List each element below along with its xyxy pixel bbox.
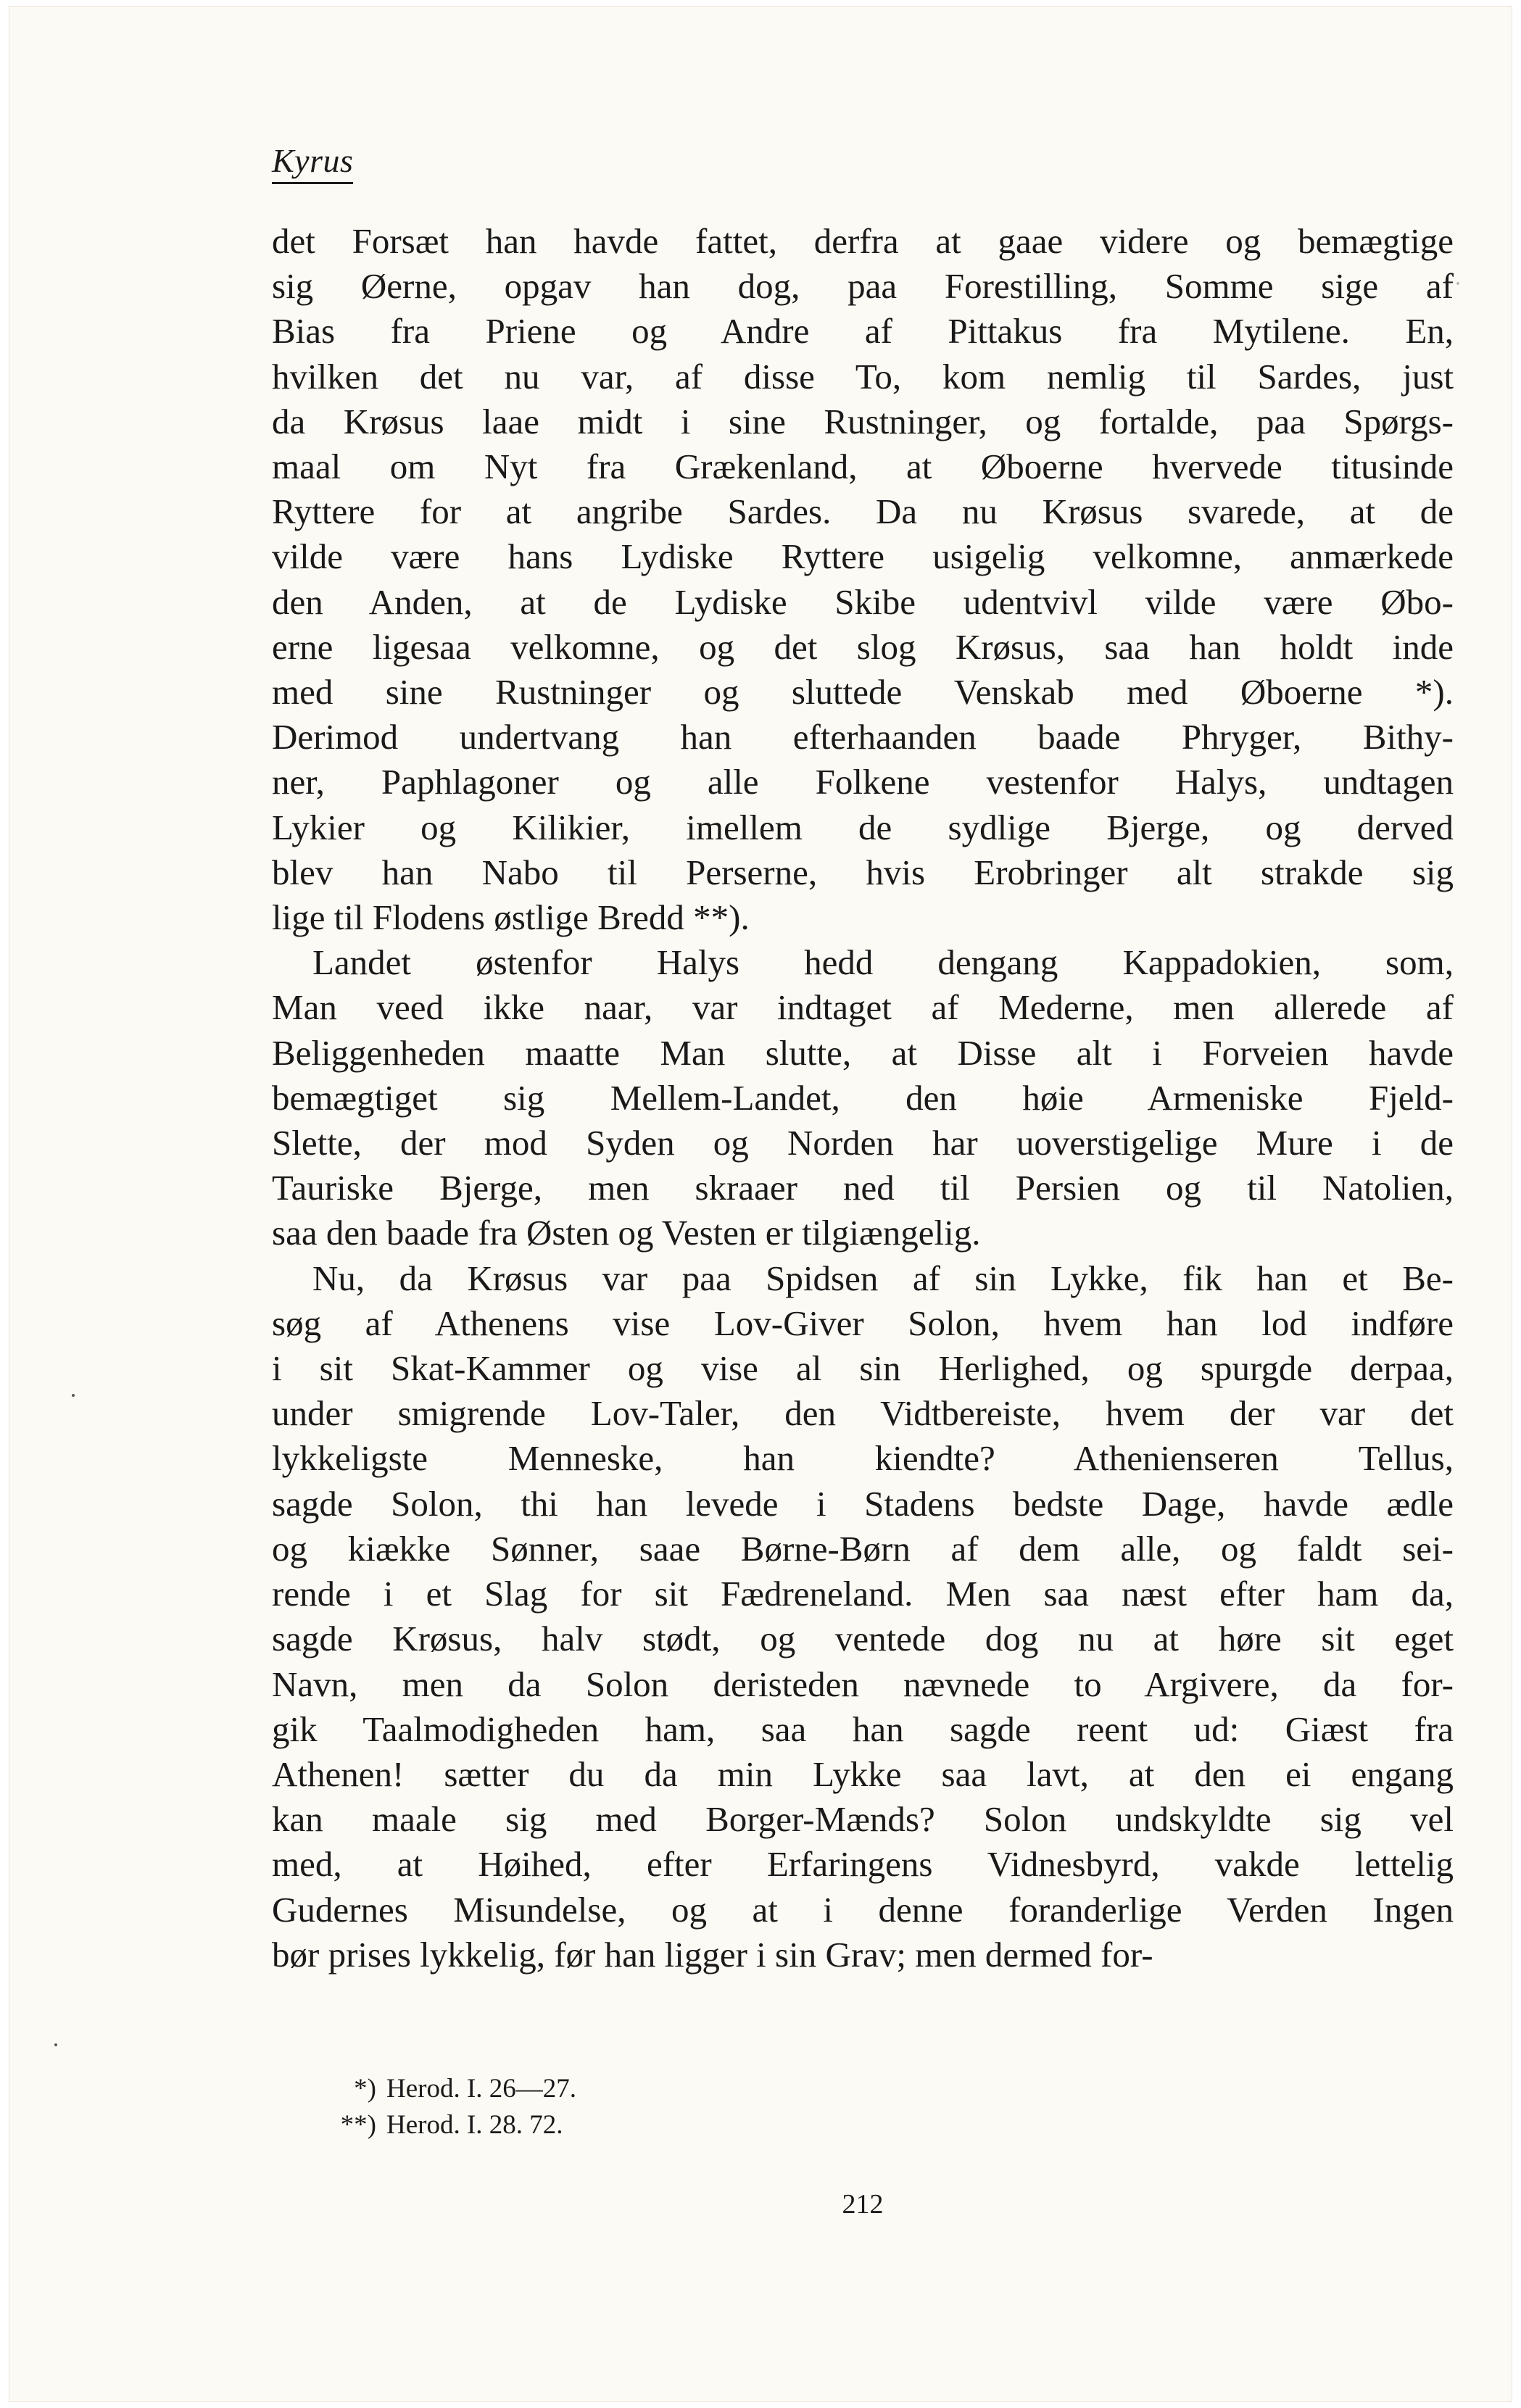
- footnotes: [314, 2071, 576, 2143]
- text-line: lykkeligste Menneske, han kiendte? Athenienseren Tellus,: [272, 1438, 1454, 1479]
- text-line: vilde være hans Lydiske Ryttere usigelig velkomne, anmærkede: [272, 536, 1454, 577]
- footnote-text: Herod. I. 28. 72.: [386, 2110, 563, 2140]
- text-line: Derimod undertvang han efterhaanden baade Phryger, Bithy-: [272, 717, 1454, 757]
- paper-speck: [54, 2043, 57, 2046]
- text-line: hvilken det nu var, af disse To, kom nemlig til Sardes, just: [272, 356, 1454, 397]
- text-line: søg af Athenens vise Lov-Giver Solon, hvem han lod indføre: [272, 1303, 1454, 1343]
- text-line: sig Øerne, opgav han dog, paa Forestilling, Somme sige af: [272, 266, 1454, 307]
- text-line: under smigrende Lov-Taler, den Vidtbereiste, hvem der var det: [272, 1393, 1454, 1434]
- text-line: sagde Solon, thi han levede i Stadens bedste Dage, havde ædle: [272, 1483, 1454, 1524]
- text-line: gik Taalmodigheden ham, saa han sagde reent ud: Giæst fra: [272, 1709, 1454, 1749]
- text-line: Gudernes Misundelse, og at i denne foranderlige Verden Ingen: [272, 1889, 1454, 1930]
- running-head: Kyrus: [272, 144, 353, 184]
- text-line: Tauriske Bjerge, men skraaer ned til Persien og til Natolien,: [272, 1168, 1454, 1208]
- text-line: saa den baade fra Østen og Vesten er tilgiængelig.: [272, 1213, 981, 1253]
- text-line: det Forsæt han havde fattet, derfra at gaae videre og bemægtige: [272, 221, 1454, 261]
- text-line: da Krøsus laae midt i sine Rustninger, og fortalde, paa Spørgs-: [272, 401, 1454, 441]
- text-line: Lykier og Kilikier, imellem de sydlige Bjerge, og derved: [272, 807, 1454, 847]
- footnote-text: Herod. I. 26—27.: [386, 2074, 577, 2104]
- text-line: den Anden, at de Lydiske Skibe udentvivl vilde være Øbo-: [272, 581, 1454, 622]
- page-number: 212: [842, 2189, 884, 2220]
- text-line: Man veed ikke naar, var indtaget af Mederne, men allerede af: [272, 987, 1454, 1028]
- footnote-mark: *): [354, 2074, 376, 2104]
- text-line: Ryttere for at angribe Sardes. Da nu Krøsus svarede, at de: [272, 491, 1454, 532]
- body-text: [272, 219, 1454, 1977]
- text-line: med sine Rustninger og sluttede Venskab med Øboerne *).: [272, 672, 1454, 713]
- text-line: og kiække Sønner, saae Børne-Børn af dem alle, og faldt sei-: [272, 1528, 1454, 1569]
- text-line: Bias fra Priene og Andre af Pittakus fra Mytilene. En,: [272, 311, 1454, 352]
- text-line: Navn, men da Solon deristeden nævnede to Argivere, da for-: [272, 1664, 1454, 1704]
- text-line: i sit Skat-Kammer og vise al sin Herlighed, og spurgde derpaa,: [272, 1348, 1454, 1389]
- text-line: blev han Nabo til Perserne, hvis Erobringer alt strakde sig: [272, 852, 1454, 892]
- text-line: Slette, der mod Syden og Norden har uoverstigelige Mure i de: [272, 1123, 1454, 1163]
- text-line: Nu, da Krøsus var paa Spidsen af sin Lykke, fik han et Be-: [312, 1258, 1454, 1298]
- text-line: ner, Paphlagoner og alle Folkene vestenfor Halys, undtagen: [272, 762, 1454, 802]
- paper-speck: [72, 1394, 75, 1397]
- text-line: Beliggenheden maatte Man slutte, at Disse alt i Forveien havde: [272, 1032, 1454, 1073]
- text-line: bør prises lykkelig, før han ligger i sin Grav; men dermed for-: [272, 1934, 1153, 1975]
- text-line: Athenen! sætter du da min Lykke saa lavt, at den ei engang: [272, 1753, 1454, 1794]
- text-line: Landet østenfor Halys hedd dengang Kappadokien, som,: [312, 942, 1454, 983]
- text-line: erne ligesaa velkomne, og det slog Krøsus, saa han holdt inde: [272, 626, 1454, 667]
- paper-speck: [1456, 282, 1459, 285]
- text-line: sagde Krøsus, halv stødt, og ventede dog nu at høre sit eget: [272, 1619, 1454, 1659]
- footnote: [314, 2071, 576, 2107]
- page: [9, 6, 1512, 2402]
- text-line: maal om Nyt fra Grækenland, at Øboerne hvervede titusinde: [272, 447, 1454, 487]
- text-line: med, at Høihed, efter Erfaringens Vidnesbyrd, vakde lettelig: [272, 1844, 1454, 1885]
- footnote-mark: **): [340, 2110, 376, 2140]
- text-line: bemægtiget sig Mellem-Landet, den høie Armeniske Fjeld-: [272, 1077, 1454, 1118]
- footnote: [314, 2107, 576, 2143]
- text-line: kan maale sig med Borger-Mænds? Solon undskyldte sig vel: [272, 1799, 1454, 1840]
- text-block: [272, 142, 1454, 2220]
- text-line: rende i et Slag for sit Fædreneland. Men saa næst efter ham da,: [272, 1574, 1454, 1614]
- text-line: lige til Flodens østlige Bredd **).: [272, 897, 750, 938]
